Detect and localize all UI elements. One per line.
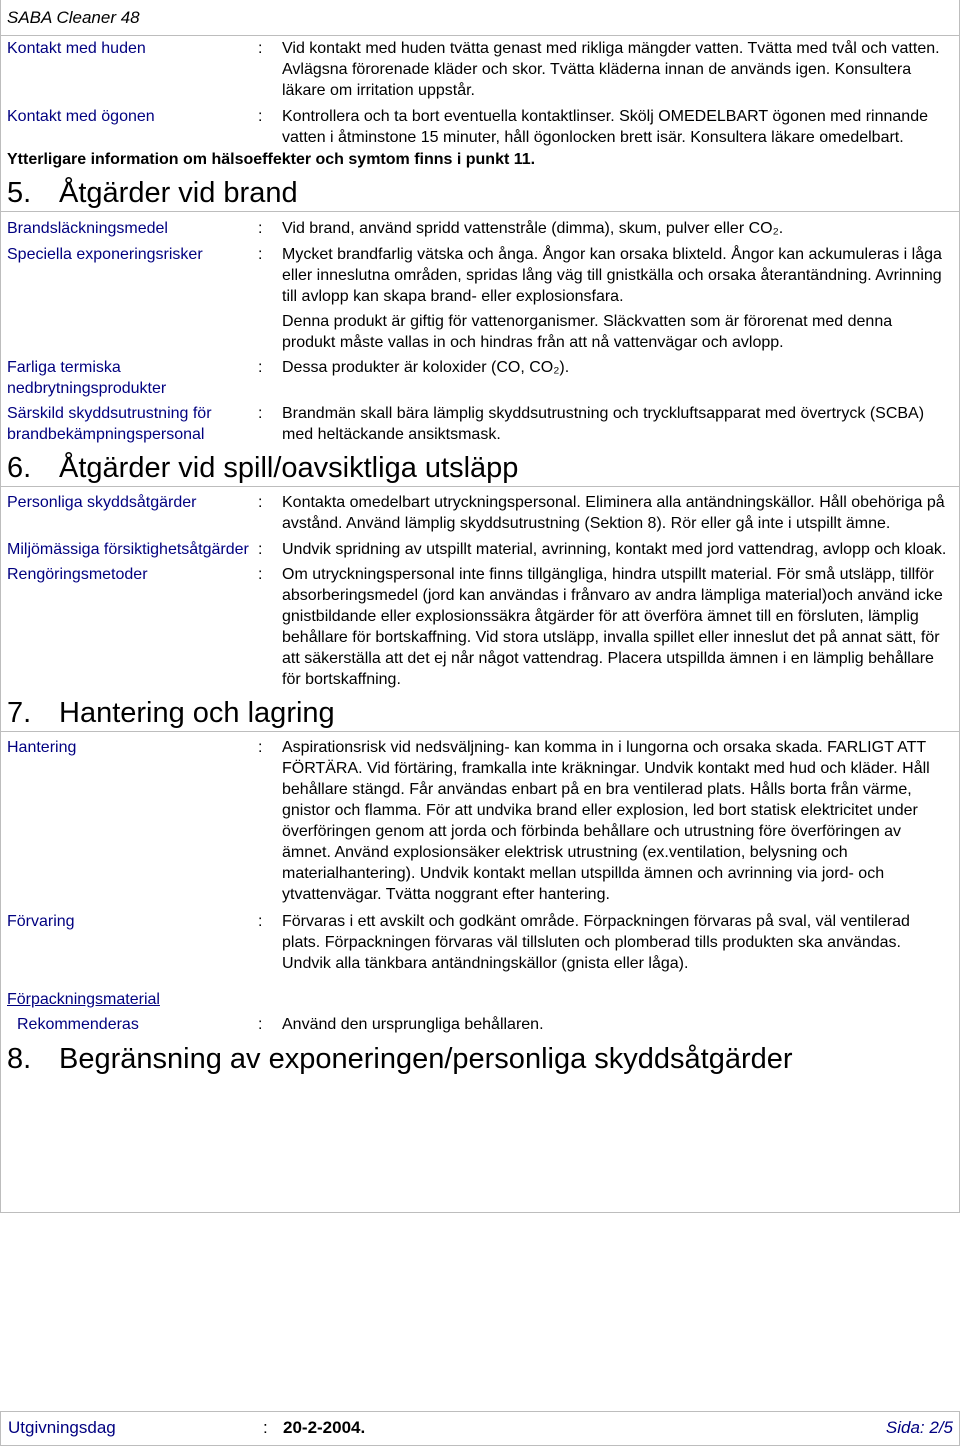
- section-number: 6.: [7, 452, 32, 484]
- field-value: [282, 357, 956, 399]
- issue-date-value: 20-2-2004.: [283, 1418, 366, 1437]
- product-name: SABA Cleaner 48: [7, 8, 140, 27]
- field-label: [0, 989, 258, 1035]
- field-separator: :: [258, 405, 263, 422]
- field-row-skin-contact: [0, 36, 960, 101]
- value-paragraph: Vid kontakt med huden tvätta genast med rikliga mängder vatten. Tvätta med tvål och vatten. Avlägsna förorenade kläder och skor. Tvätta kläderna innan de används igen. Konsultera läkare om irritation uppstår.: [282, 40, 940, 99]
- field-row-firefighter-equipment: [0, 403, 960, 445]
- value-paragraph: Brandmän skall bära lämplig skyddsutrustning och tryckluftsapparat med övertryck (SCBA) med heltäckande ansiktsmask.: [282, 405, 925, 443]
- field-label: Förvaring: [7, 913, 75, 930]
- field-row-environmental-precautions: [0, 539, 960, 560]
- value-paragraph: Vid brand, använd spridd vattenstråle (dimma), skum, pulver eller CO₂.: [282, 220, 784, 237]
- section-heading-8: [0, 1041, 960, 1077]
- value-paragraph: Förvaras i ett avskilt och godkänt område. Förpackningen förvaras på sval, väl ventilerad plats. Förpackningen förvaras väl tillsluten och plomberad tills produkten ska användas. Undvik alla tänkbara antändningskällor (gnista eller låga).: [282, 913, 910, 972]
- value-paragraph: Undvik spridning av utspillt material, avrinning, kontakt med jord vattendrag, avlopp och kloak.: [282, 541, 947, 558]
- field-value: [282, 38, 956, 101]
- field-label: Rengöringsmetoder: [7, 566, 148, 583]
- value-paragraph: Mycket brandfarlig vätska och ånga. Ångor kan orsaka blixteld. Ångor kan ackumuleras i låga eller inneslutna områden, spridas lång väg till gnistkälla och orsaka återantändning. Avrinning till avlopp kan skapa brand- eller explosionsfara.: [282, 246, 942, 305]
- field-value: [282, 403, 956, 445]
- field-row-thermal-decomposition: [0, 357, 960, 399]
- field-row-handling: [0, 737, 960, 905]
- section-title: Hantering och lagring: [59, 697, 335, 729]
- value-paragraph: Använd den ursprungliga behållaren.: [282, 1016, 544, 1033]
- field-label: Personliga skyddsåtgärder: [7, 494, 197, 511]
- section-number: 7.: [7, 697, 32, 729]
- section-number: 5.: [7, 177, 32, 209]
- field-value: [282, 244, 956, 353]
- field-separator: :: [258, 566, 263, 583]
- field-separator: :: [258, 40, 263, 57]
- value-paragraph: Kontakta omedelbart utryckningspersonal. Eliminera alla antändningskällor. Håll obehöriga på avstånd. Använd lämplig skyddsutrustning (Sektion 8). Rör eller gå inte i utspillt ämne.: [282, 494, 945, 532]
- section-number: 8.: [7, 1043, 32, 1075]
- field-value: [282, 492, 956, 534]
- field-row-eye-contact: [0, 106, 960, 148]
- field-row-cleaning-methods: [0, 564, 960, 690]
- field-label: Speciella exponeringsrisker: [7, 246, 203, 263]
- field-value: [282, 737, 956, 905]
- field-label: Hantering: [7, 739, 77, 756]
- page-footer: [0, 1411, 960, 1446]
- field-separator: :: [263, 1418, 268, 1437]
- packaging-label: Förpackningsmaterial: [7, 991, 160, 1008]
- value-paragraph: Dessa produkter är koloxider (CO, CO₂).: [282, 359, 570, 376]
- section-title: Åtgärder vid spill/oavsiktliga utsläpp: [59, 452, 519, 484]
- field-separator: [258, 989, 282, 1035]
- section-heading-5: [0, 175, 960, 212]
- field-separator: :: [258, 541, 263, 558]
- section-heading-6: [0, 450, 960, 487]
- value-paragraph: Om utryckningspersonal inte finns tillgängliga, hindra utspillt material. För små utsläpp, tillför absorberingsmedel (jord kan användas i frånvaro av andra lämpliga material)och använd icke gnistbildande eller explosionssäkra åtgärder för att överföra ämnet till en försluten, lämplig behållare för bortskaffning. Vid stora utsläpp, invalla spillet eller inneslut det på annat sätt, för att säkerställa att det ej når något vattendrag. Placera utspillda ämnen i en lämplig behållare för bortskaffning.: [282, 566, 943, 688]
- value-paragraph: Aspirationsrisk vid nedsväljning- kan komma in i lungorna och orsaka skada. FARLIGT ATT FÖRTÄRA. Vid förtäring, framkalla inte kräkningar. Undvik kontakt med hud och kläder. Håll behållare stängd. Får användas enbart på en bra ventilerad plats. Hålls borta från värme, gnistor och flamma. För att undvika brand eller explosion, led bort statisk elektricitet under överföringen genom att jorda och förbinda behållare och utrustning före överföringen av ämnet. Använd explosionsäker elektrisk utrustning (ex.ventilation, belysning och materialhantering). Undvik kontakt mellan utspillda ämnen och avrinning via jord- och ytvattenvägar. Tvätta noggrant efter hantering.: [282, 739, 930, 903]
- field-value: [282, 106, 956, 148]
- field-value: [282, 218, 956, 239]
- field-separator: :: [258, 220, 263, 237]
- field-label: Brandsläckningsmedel: [7, 220, 168, 237]
- field-separator: :: [258, 739, 263, 756]
- field-label: Kontakt med ögonen: [7, 108, 155, 125]
- field-row-exposure-hazards: [0, 244, 960, 353]
- section-heading-7: [0, 695, 960, 732]
- field-label: Farliga termiska nedbrytningsprodukter: [7, 359, 167, 397]
- field-row-extinguishing-media: [0, 218, 960, 239]
- field-separator: :: [258, 913, 263, 930]
- field-separator: :: [258, 359, 263, 376]
- field-value: [282, 911, 956, 974]
- field-label: Miljömässiga försiktighetsåtgärder: [7, 541, 249, 558]
- field-value: [282, 989, 956, 1035]
- field-value: [282, 564, 956, 690]
- field-label: Särskild skyddsutrustning för brandbekämpningspersonal: [7, 405, 212, 443]
- value-paragraph: Denna produkt är giftig för vattenorganismer. Släckvatten som är förorenat med denna produkt måste vallas in och hindras från att nå vattenvägar och avlopp.: [282, 313, 893, 351]
- health-effects-note: Ytterligare information om hälsoeffekter och symtom finns i punkt 11.: [7, 151, 536, 168]
- content-box-bottom-border: [0, 1212, 960, 1213]
- field-row-packaging-material: [0, 989, 960, 1035]
- separator-glyph: :: [258, 1016, 263, 1033]
- document-body: [0, 36, 960, 1077]
- page-number: Sida: 2/5: [885, 1418, 953, 1437]
- field-row-storage: [0, 911, 960, 974]
- section-title: Begränsning av exponeringen/personliga skyddsåtgärder: [59, 1043, 793, 1075]
- field-label: Kontakt med huden: [7, 40, 146, 57]
- field-row-personal-precautions: [0, 492, 960, 534]
- field-separator: :: [258, 108, 263, 125]
- packaging-sub-label: Rekommenderas: [17, 1016, 139, 1033]
- field-separator: :: [258, 246, 263, 263]
- issue-date-label: Utgivningsdag: [8, 1418, 116, 1437]
- field-value: [282, 539, 956, 560]
- page-header: [0, 0, 960, 36]
- value-paragraph: Kontrollera och ta bort eventuella kontaktlinser. Skölj OMEDELBART ögonen med rinnande vatten i åtminstone 15 minuter, håll ögonlocken brett isär. Konsultera läkare omedelbart.: [282, 108, 928, 146]
- section-title: Åtgärder vid brand: [59, 177, 298, 209]
- field-separator: :: [258, 494, 263, 511]
